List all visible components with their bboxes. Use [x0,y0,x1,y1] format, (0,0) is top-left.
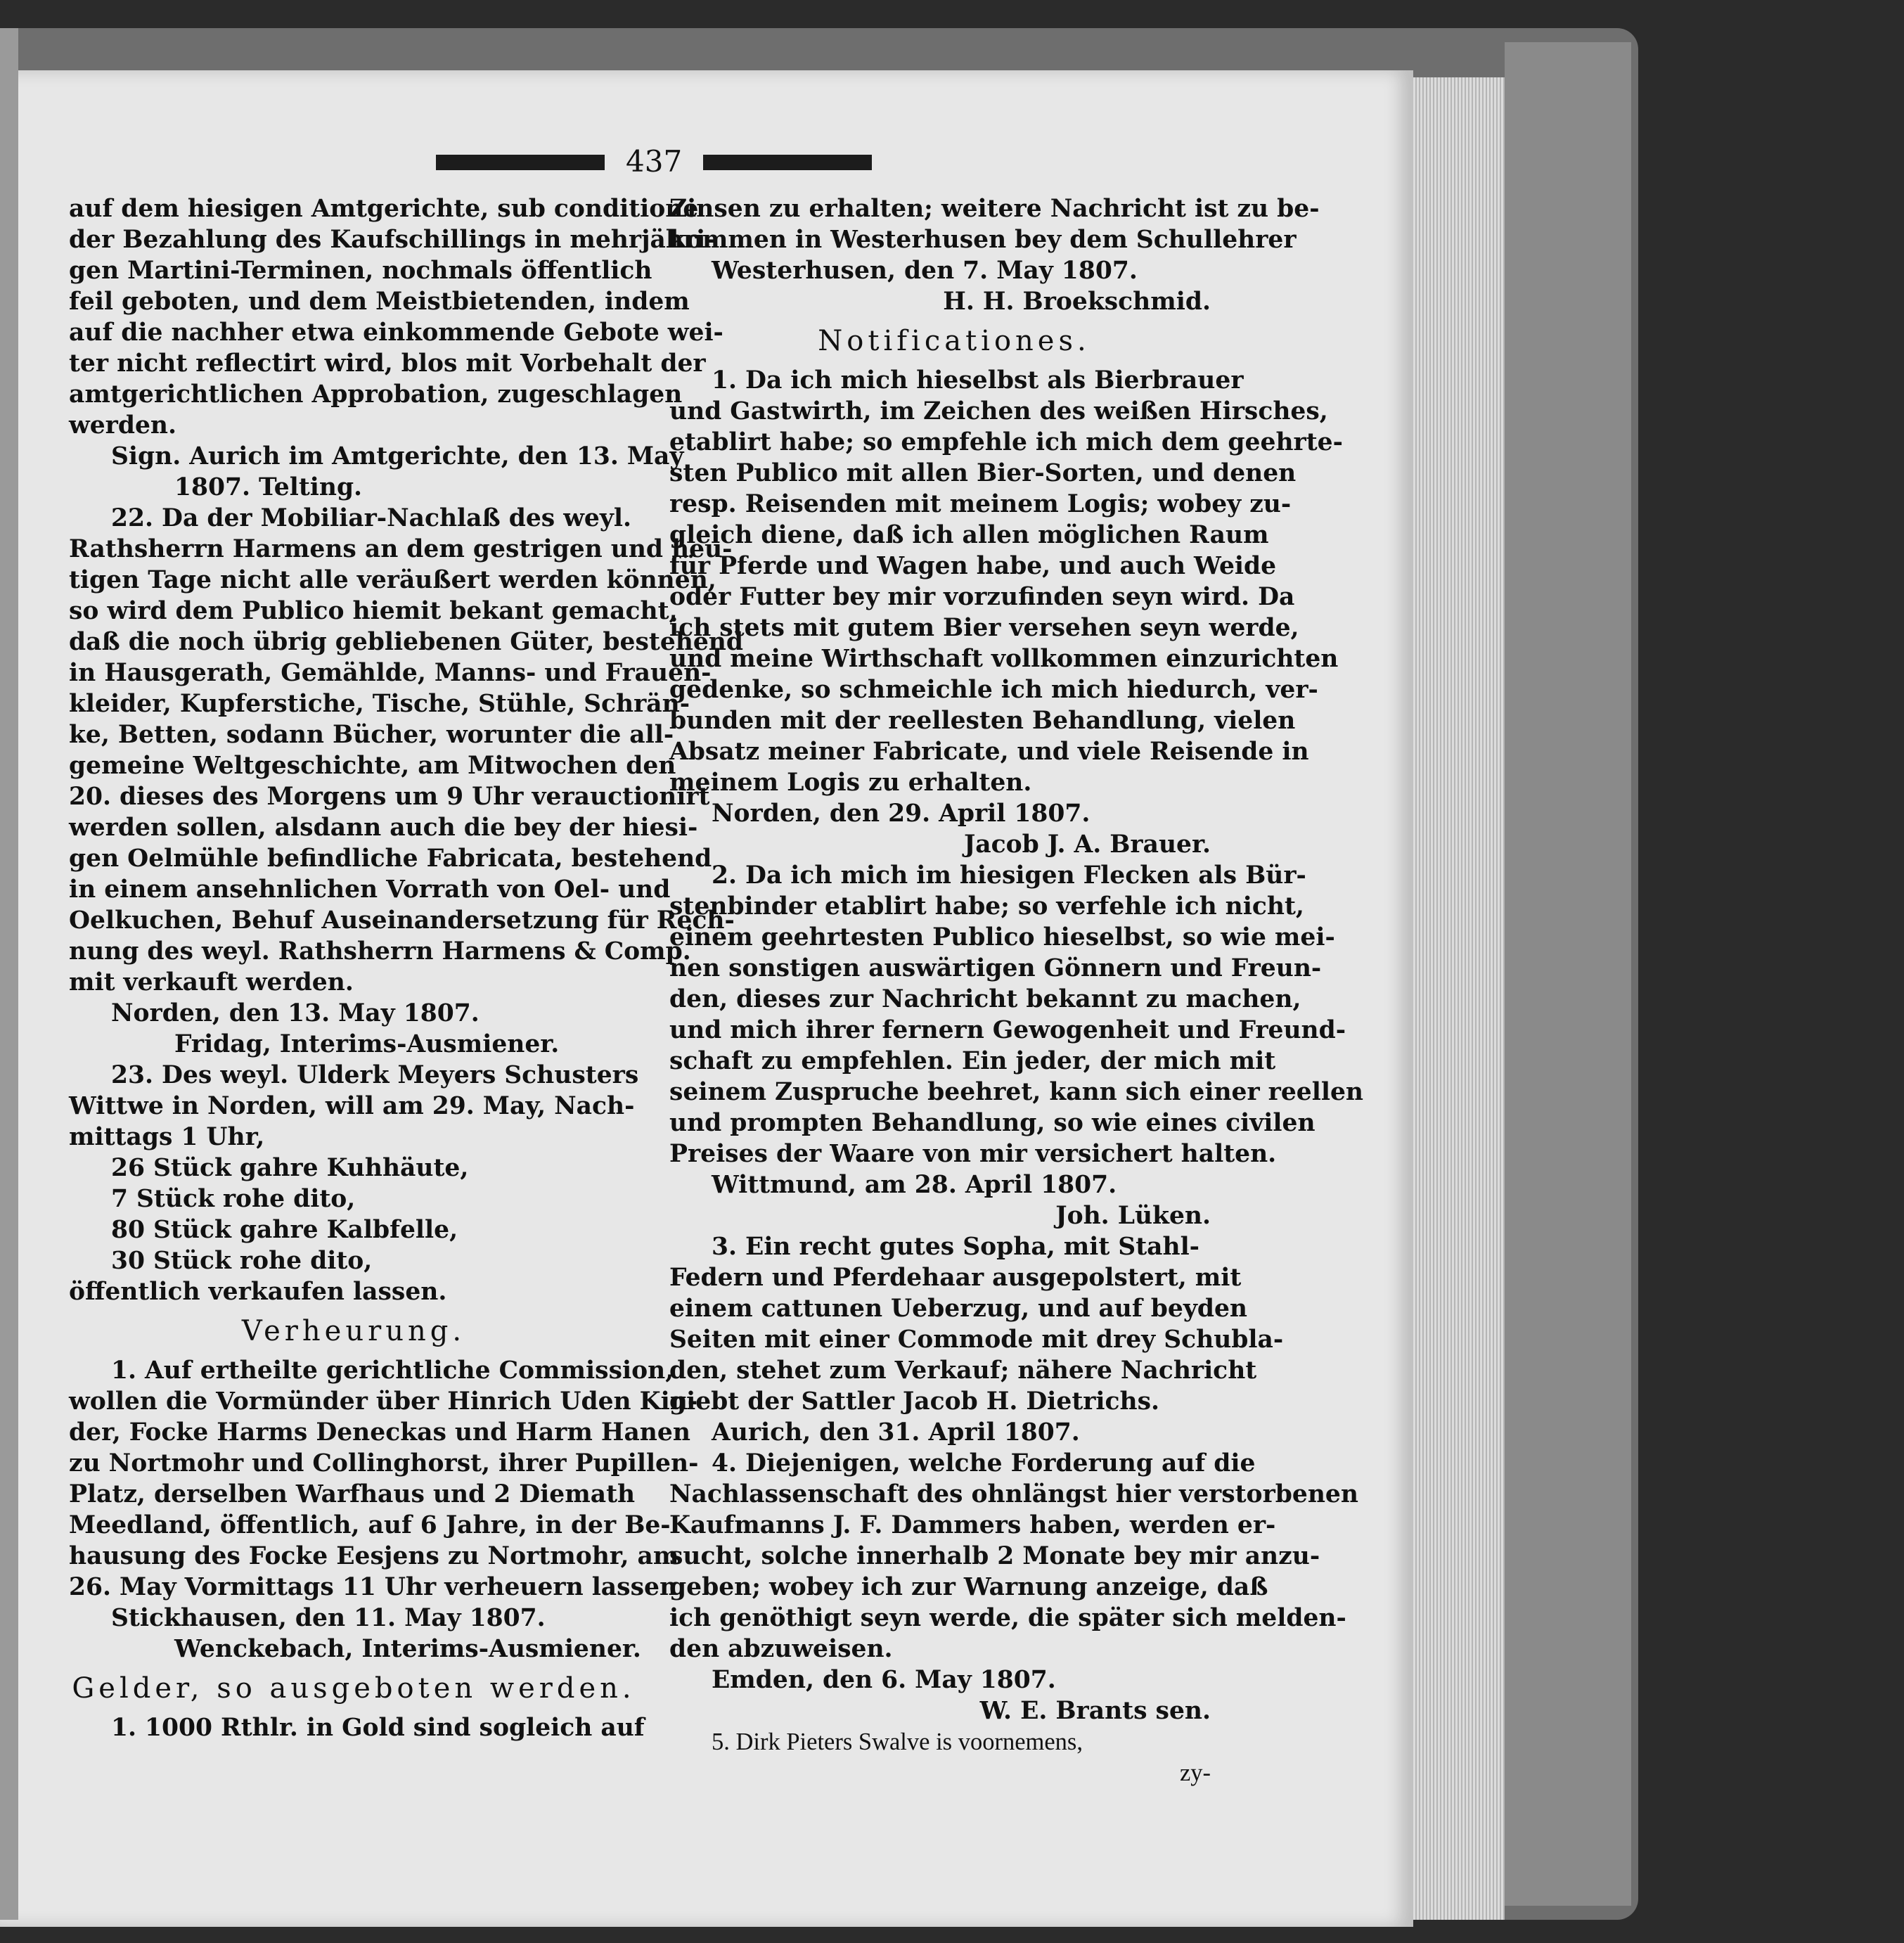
text-line: zu Nortmohr und Collinghorst, ihrer Pupillen- [69,1449,699,1477]
text-line: zy- [1179,1759,1211,1786]
text-line: wollen die Vormünder über Hinrich Uden Kin- [69,1387,698,1416]
text-line: Meedland, öffentlich, auf 6 Jahre, in der Be- [69,1511,671,1539]
text-line: 26 Stück gahre Kuhhäute, [111,1154,469,1182]
text-line: Joh. Lüken. [1055,1202,1211,1230]
text-line: Wenckebach, Interims-Ausmiener. [174,1635,641,1663]
text-line: werden. [69,411,176,440]
left-column [69,193,744,1743]
text-line: seinem Zuspruche beehret, kann sich einer reellen [669,1078,1364,1106]
text-line: bunden mit der reellesten Behandlung, vielen [669,707,1296,735]
text-line: Stickhausen, den 11. May 1807. [111,1604,546,1632]
text-line: auf die nachher etwa einkommende Gebote wei- [69,319,723,347]
text-line: den abzuweisen. [669,1635,893,1663]
text-line: 23. Des weyl. Ulderk Meyers Schusters [111,1061,639,1089]
header-rule-left [436,155,605,170]
text-line: Emden, den 6. May 1807. [712,1666,1056,1694]
text-line: geben; wobey ich zur Warnung anzeige, daß [669,1573,1268,1601]
cover-board [1505,42,1631,1906]
text-line: gen Martini-Terminen, nochmals öffentlich [69,257,652,285]
text-line: nen sonstigen auswärtigen Gönnern und Freun- [669,954,1322,982]
text-line: H. H. Broekschmid. [943,288,1211,316]
text-line: mittags 1 Uhr, [69,1123,265,1151]
text-line: 4. Diejenigen, welche Forderung auf die [712,1449,1256,1477]
text-line: kommen in Westerhusen bey dem Schullehrer [669,226,1297,254]
page-number: 437 [626,144,683,179]
text-line: 20. dieses des Morgens um 9 Uhr verauctionirt [69,783,710,811]
text-line: sten Publico mit allen Bier-Sorten, und denen [669,459,1297,487]
section-heading: Gelder, so ausgeboten werden. [72,1672,636,1705]
text-line: 1. Auf ertheilte gerichtliche Commission, [111,1357,674,1385]
text-line: gleich diene, daß ich allen möglichen Raum [669,521,1269,549]
text-line: 5. Dirk Pieters Swalve is voornemens, [712,1729,1083,1755]
text-line: hausung des Focke Eesjens zu Nortmohr, am [69,1542,679,1570]
text-line: werden sollen, alsdann auch die bey der hiesi- [69,814,698,842]
text-line: tigen Tage nicht alle veräußert werden können, [69,566,716,594]
text-line: 7 Stück rohe dito, [111,1185,356,1213]
text-line: in einem ansehnlichen Vorrath von Oel- und [69,876,671,904]
text-line: resp. Reisenden mit meinem Logis; wobey zu- [669,490,1292,518]
text-line: der, Focke Harms Deneckas und Harm Hanen [69,1418,690,1447]
text-line: schaft zu empfehlen. Ein jeder, der mich mit [669,1047,1276,1075]
text-line: so wird dem Publico hiemit bekant gemacht, [69,597,678,625]
text-line: 1807. Telting. [174,473,363,501]
text-line: ich genöthigt seyn werde, die später sich melden- [669,1604,1346,1632]
text-line: und meine Wirthschaft vollkommen einzurichten [669,645,1339,673]
text-line: W. E. Brants sen. [979,1697,1211,1725]
page-header [436,141,872,183]
text-line: Zinsen zu erhalten; weitere Nachricht ist zu be- [669,195,1320,223]
text-line: nung des weyl. Rathsherrn Harmens & Comp. [69,937,691,966]
right-column [669,193,1364,1788]
text-line: Rathsherrn Harmens an dem gestrigen und heu- [69,535,733,563]
text-line: daß die noch übrig gebliebenen Güter, bestehend [69,628,744,656]
text-line: Aurich, den 31. April 1807. [712,1418,1080,1447]
text-line: ter nicht reflectirt wird, blos mit Vorbehalt der [69,350,706,378]
text-line: Norden, den 13. May 1807. [111,999,480,1027]
text-line: Sign. Aurich im Amtgerichte, den 13. May [111,442,684,470]
text-line: stenbinder etablirt habe; so verfehle ich nicht, [669,892,1304,921]
text-line: und mich ihrer fernern Gewogenheit und Freund- [669,1016,1346,1044]
header-rule-right [703,155,872,170]
text-line: in Hausgerath, Gemählde, Manns- und Frauen- [69,659,712,687]
text-line: ke, Betten, sodann Bücher, worunter die all- [69,721,674,749]
text-line: 2. Da ich mich im hiesigen Flecken als Bür- [712,861,1306,890]
text-line: Westerhusen, den 7. May 1807. [712,257,1138,285]
text-line: Wittmund, am 28. April 1807. [712,1171,1117,1199]
text-line: Norden, den 29. April 1807. [712,800,1091,828]
text-line: feil geboten, und dem Meistbietenden, indem [69,288,690,316]
text-line: sucht, solche innerhalb 2 Monate bey mir anzu- [669,1542,1320,1570]
text-line: kleider, Kupferstiche, Tische, Stühle, Schrän- [69,690,690,718]
text-line: der Bezahlung des Kaufschillings in mehrjähri- [69,226,716,254]
text-line: den, stehet zum Verkauf; nähere Nachricht [669,1357,1257,1385]
text-line: ich stets mit gutem Bier versehen seyn werde, [669,614,1299,642]
text-line: für Pferde und Wagen habe, und auch Weide [669,552,1277,580]
text-line: Nachlassenschaft des ohnlängst hier verstorbenen [669,1480,1358,1508]
text-line: Seiten mit einer Commode mit drey Schubla- [669,1326,1284,1354]
page-edges [1413,77,1505,1920]
text-line: und prompten Behandlung, so wie eines civilen [669,1109,1316,1137]
text-line: 30 Stück rohe dito, [111,1247,373,1275]
text-line: mit verkauft werden. [69,968,354,996]
text-line: Wittwe in Norden, will am 29. May, Nach- [69,1092,635,1120]
text-line: 1. 1000 Rthlr. in Gold sind sogleich auf [111,1714,645,1742]
text-line: einem geehrtesten Publico hieselbst, so wie mei- [669,923,1335,951]
text-line: 22. Da der Mobiliar-Nachlaß des weyl. [111,504,632,532]
text-line: 80 Stück gahre Kalbfelle, [111,1216,458,1244]
text-line: Oelkuchen, Behuf Auseinandersetzung für Rech- [69,906,735,935]
text-line: und Gastwirth, im Zeichen des weißen Hirsches, [669,397,1328,425]
text-line: gedenke, so schmeichle ich mich hiedurch, ver- [669,676,1318,704]
section-heading: Verheurung. [241,1315,466,1347]
text-line: Fridag, Interims-Ausmiener. [174,1030,560,1058]
text-line: 3. Ein recht gutes Sopha, mit Stahl- [712,1233,1199,1261]
spine-edge [0,28,18,1920]
text-line: Preises der Waare von mir versichert halten. [669,1140,1277,1168]
text-line: 1. Da ich mich hieselbst als Bierbrauer [712,366,1244,395]
text-line: meinem Logis zu erhalten. [669,769,1032,797]
text-line: Platz, derselben Warfhaus und 2 Diemath [69,1480,636,1508]
text-line: Absatz meiner Fabricate, und viele Reisende in [669,738,1309,766]
text-line: Federn und Pferdehaar ausgepolstert, mit [669,1264,1242,1292]
text-line: Kaufmanns J. F. Dammers haben, werden er- [669,1511,1276,1539]
text-line: oder Futter bey mir vorzufinden seyn wird. Da [669,583,1295,611]
text-line: auf dem hiesigen Amtgerichte, sub conditione [69,195,699,223]
text-line: Jacob J. A. Brauer. [963,831,1211,859]
text-line: amtgerichtlichen Approbation, zugeschlagen [69,380,683,409]
text-line: 26. May Vormittags 11 Uhr verheuern lassen. [69,1573,686,1601]
section-heading: Notificationes. [818,325,1091,357]
text-line: einem cattunen Ueberzug, und auf beyden [669,1295,1248,1323]
text-line: giebt der Sattler Jacob H. Dietrichs. [669,1387,1160,1416]
text-line: etablirt habe; so empfehle ich mich dem geehrte- [669,428,1343,456]
text-line: gen Oelmühle befindliche Fabricata, bestehend [69,845,712,873]
text-line: den, dieses zur Nachricht bekannt zu machen, [669,985,1301,1013]
text-line: öffentlich verkaufen lassen. [69,1278,447,1306]
text-line: gemeine Weltgeschichte, am Mitwochen den [69,752,676,780]
